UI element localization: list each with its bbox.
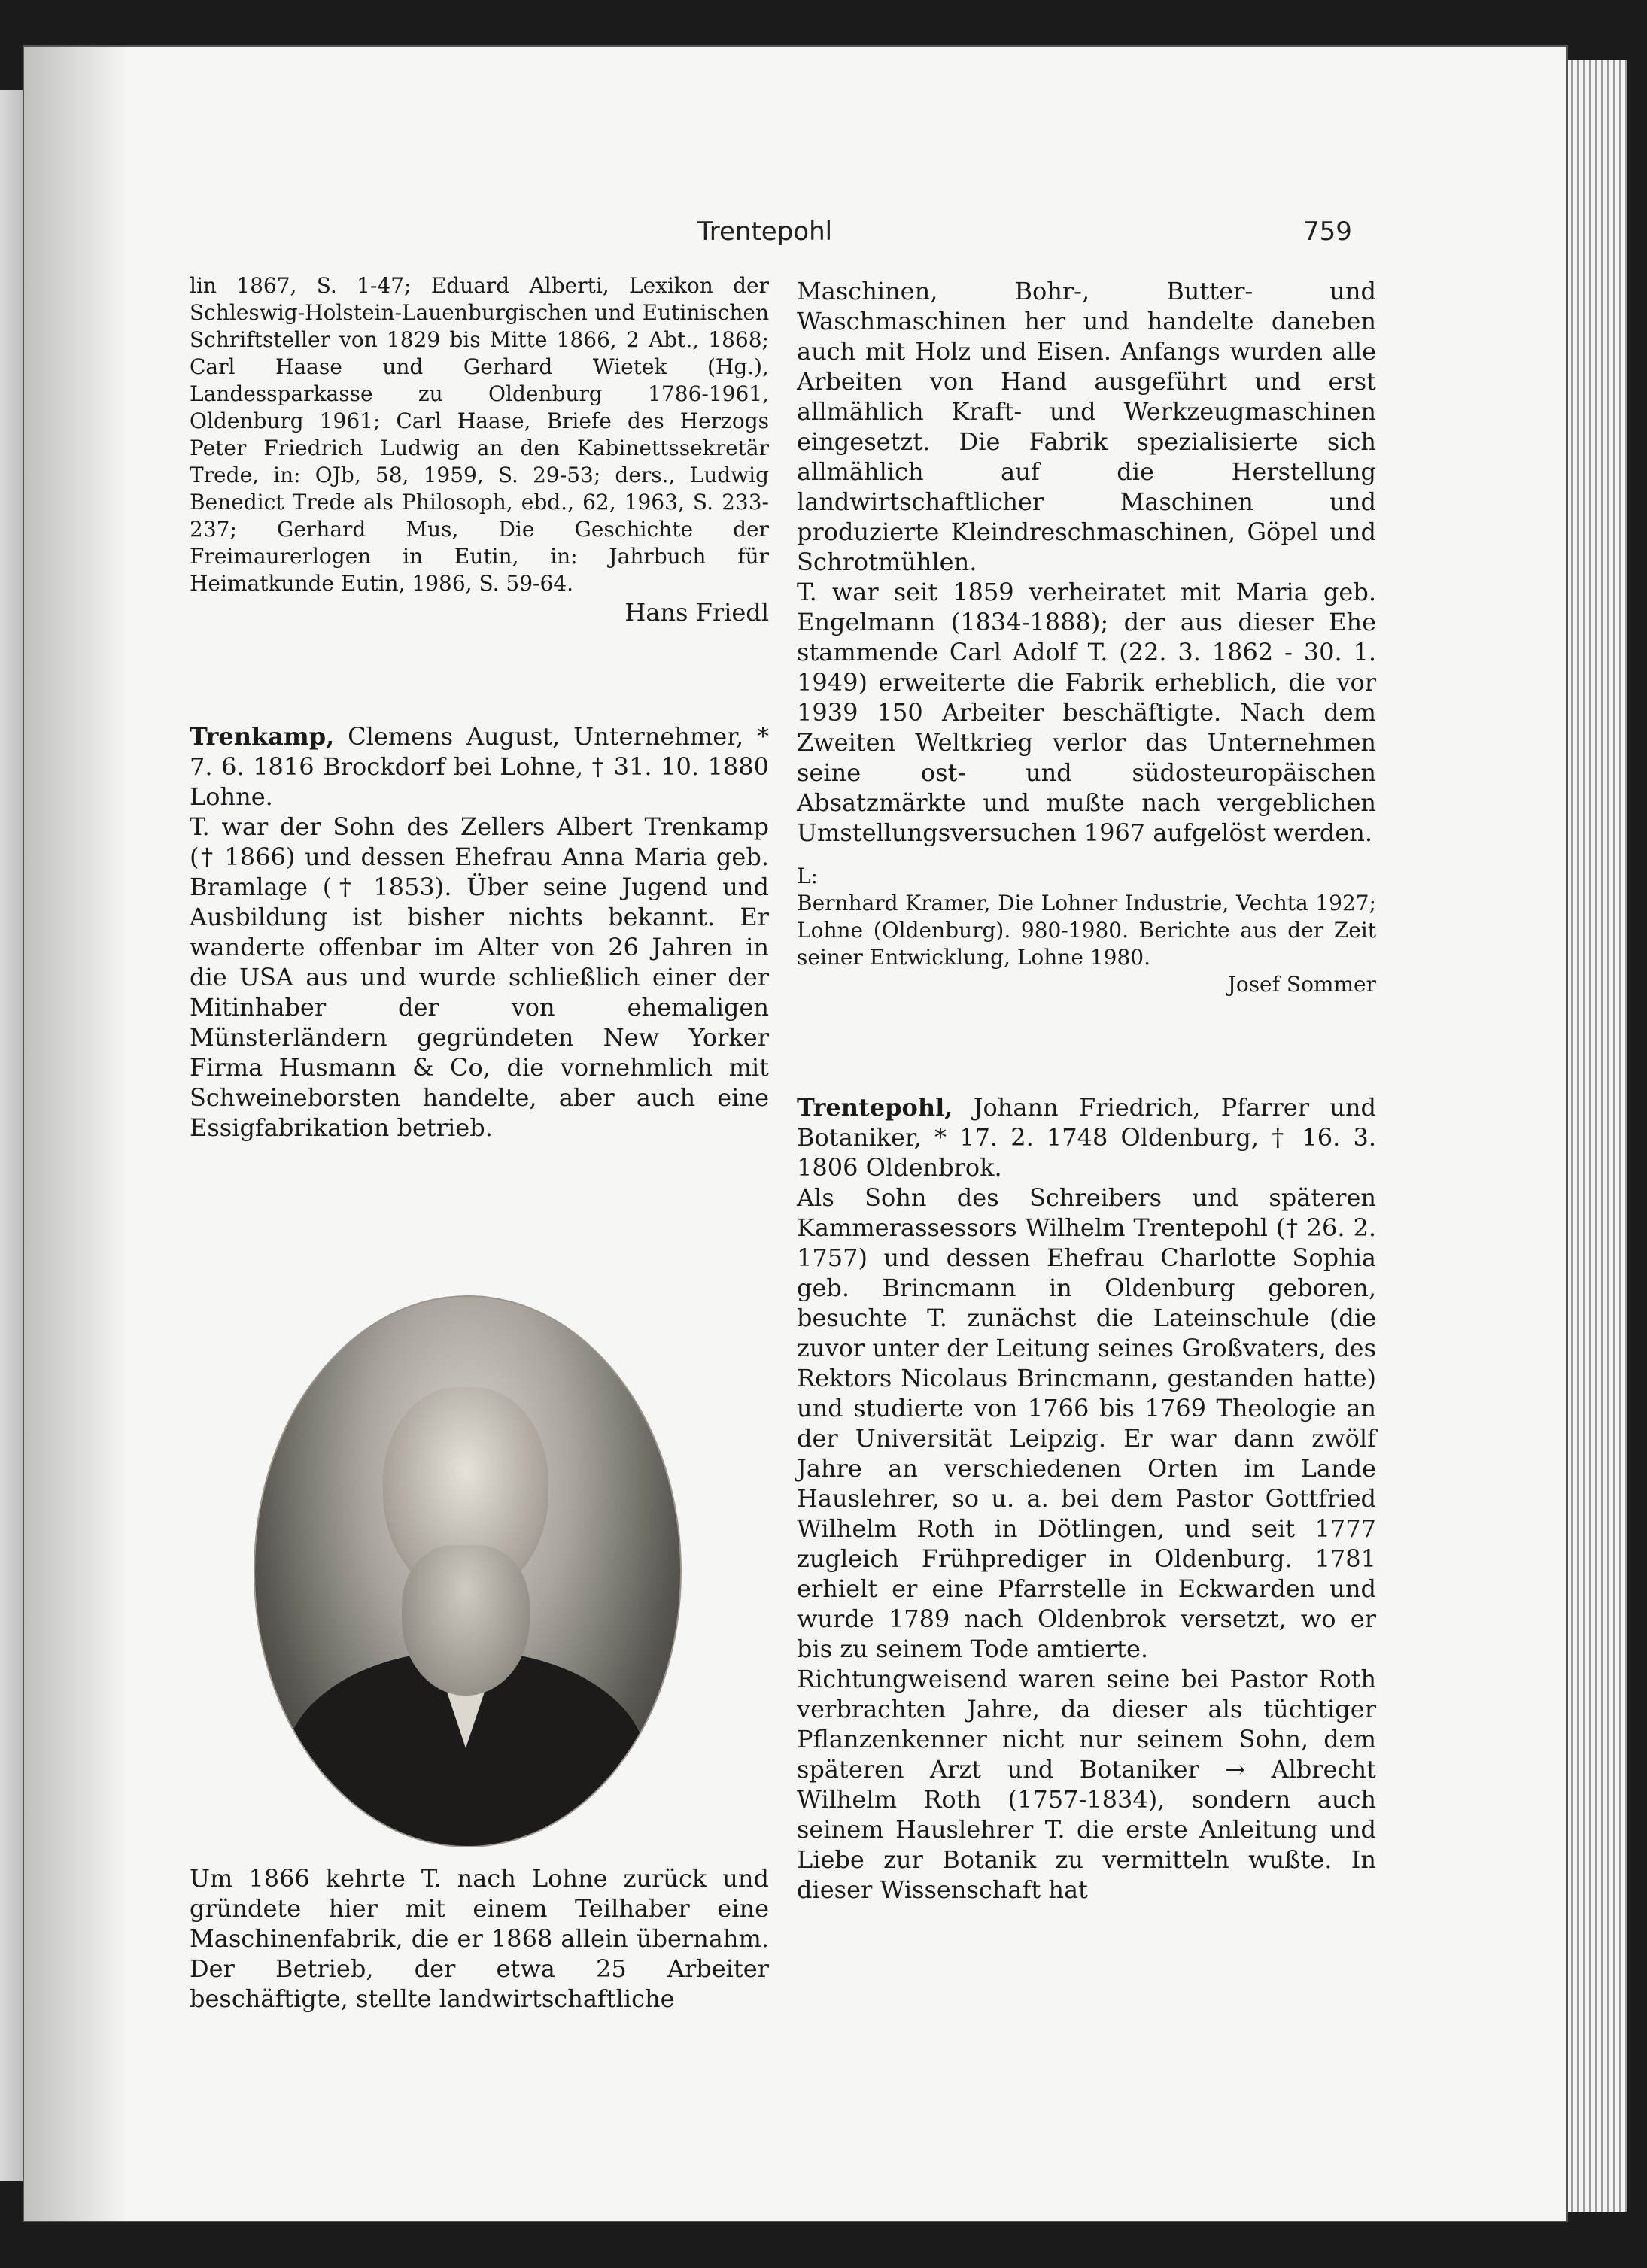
literature-label: L: bbox=[797, 864, 819, 888]
author-name: Hans Friedl bbox=[624, 598, 769, 627]
book-page bbox=[24, 47, 1566, 2221]
entry-body: T. war der Sohn des Zellers Albert Trenkamp († 1866) und dessen Ehefrau Anna Maria geb. Bramlage († 1853). Über seine Jugend und Ausbildung ist bisher nichts bekannt. Er wanderte offenbar im Alter von 26 Jahren in die USA aus und wurde schließlich einer der Mitinhaber der von ehemaligen Münsterländern gegründeten New Yorker Firma Husmann & Co, die vornehmlich mit Schweineborsten handelte, aber auch eine Essigfabrikation betrieb. bbox=[190, 812, 769, 1142]
entry-body: Als Sohn des Schreibers und späteren Kammerassessors Wilhelm Trentepohl († 26. 2. 1757) und dessen Ehefrau Charlotte Sophia geb. Brincmann in Oldenburg geboren, besuchte T. zunächst die Lateinschule (die zuvor unter der Leitung seines Großvaters, des Rektors Nicolaus Brincmann, gestanden hatte) und studierte von 1766 bis 1769 Theologie an der Universität Leipzig. Er war dann zwölf Jahre an verschiedenen Orten im Lande Hauslehrer, so u. a. bei dem Pastor Gottfried Wilhelm Roth in Dötlingen, und seit 1777 zugleich Frühprediger in Oldenburg. 1781 erhielt er eine Pfarrstelle in Eckwarden und wurde 1789 nach Oldenbrok versetzt, wo er bis zu seinem Tode amtierte. bbox=[797, 1183, 1376, 1663]
author-name: Josef Sommer bbox=[1227, 972, 1376, 997]
literature-text: Bernhard Kramer, Die Lohner Industrie, Vechta 1927; Lohne (Oldenburg). 980-1980. Berichte aus der Zeit seiner Entwicklung, Lohne 1980. bbox=[797, 891, 1376, 970]
entry-body: T. war seit 1859 verheiratet mit Maria geb. Engelmann (1834-1888); der aus dieser Ehe stammende Carl Adolf T. (22. 3. 1862 - 30. 1. 1949) erweiterte die Fabrik erheblich, die vor 1939 150 Arbeiter beschäftigte. Nach dem Zweiten Weltkrieg verlor das Unternehmen seine ost- und südosteuropäischen Absatzmärkte und mußte nach vergeblichen Umstellungsversuchen 1967 aufgelöst werden. bbox=[797, 578, 1376, 847]
running-head-title: Trentepohl bbox=[697, 217, 833, 247]
entry-lemma: Trentepohl, bbox=[797, 1093, 953, 1122]
portrait-photo bbox=[254, 1295, 682, 1847]
left-page-edge bbox=[0, 90, 23, 2181]
entry-body: Richtungweisend waren seine bei Pastor Roth verbrachten Jahre, da dieser als tüchtiger Pflanzenkenner nicht nur seinem Sohn, dem späteren Arzt und Botaniker → Albrecht Wilhelm Roth (1757-1834), sondern auch seinem Hauslehrer T. die erste Anleitung und Liebe zur Botanik zu vermitteln wußte. In dieser Wissenschaft hat bbox=[797, 1665, 1376, 1904]
entry-body-continued: Um 1866 kehrte T. nach Lohne zurück und gründete hier mit einem Teilhaber eine Maschinenfabrik, die er 1868 allein übernahm. Der Betrieb, der etwa 25 Arbeiter beschäftigte, stellte landwirtschaftliche bbox=[190, 1864, 769, 2013]
entry-body-continued: Maschinen, Bohr-, Butter- und Waschmaschinen her und handelte daneben auch mit Holz und Eisen. Anfangs wurden alle Arbeiten von Hand ausgeführt und erst allmählich Kraft- und Werkzeugmaschinen eingesetzt. Die Fabrik spezialisierte sich allmählich auf die Herstellung landwirtschaftlicher Maschinen und produzierte Kleindreschmaschinen, Göpel und Schrotmühlen. bbox=[797, 277, 1376, 576]
gutter-shadow bbox=[24, 47, 129, 2221]
left-column bbox=[190, 272, 769, 1143]
page-number: 759 bbox=[1303, 217, 1352, 247]
entry-head-text: Johann Friedrich, Pfarrer und Botaniker, * 17. 2. 1748 Oldenburg, † 16. 3. 1806 Oldenbrok. bbox=[797, 1093, 1376, 1182]
left-column-bottom bbox=[190, 1863, 769, 2014]
right-column bbox=[797, 276, 1376, 1905]
entry-head-text: Clemens August, Unternehmer, * 7. 6. 1816 Brockdorf bei Lohne, † 31. 10. 1880 Lohne. bbox=[190, 722, 769, 811]
entry-heading bbox=[190, 721, 769, 812]
entry-lemma: Trenkamp, bbox=[190, 722, 335, 751]
portrait-beard bbox=[402, 1545, 530, 1696]
entry-heading bbox=[797, 1092, 1376, 1183]
bibliography-text: lin 1867, S. 1-47; Eduard Alberti, Lexikon der Schleswig-Holstein-Lauenburgischen und Eutinischen Schriftsteller von 1829 bis Mitte 1866, 2 Abt., 1868; Carl Haase und Gerhard Wietek (Hg.), Landessparkasse zu Oldenburg 1786-1961, Oldenburg 1961; Carl Haase, Briefe des Herzogs Peter Friedrich Ludwig an den Kabinettssekretär Trede, in: OJb, 58, 1959, S. 29-53; ders., Ludwig Benedict Trede als Philosoph, ebd., 62, 1963, S. 233-237; Gerhard Mus, Die Geschichte der Freimaurerlogen in Eutin, in: Jahrbuch für Heimatkunde Eutin, 1986, S. 59-64. bbox=[190, 273, 769, 596]
